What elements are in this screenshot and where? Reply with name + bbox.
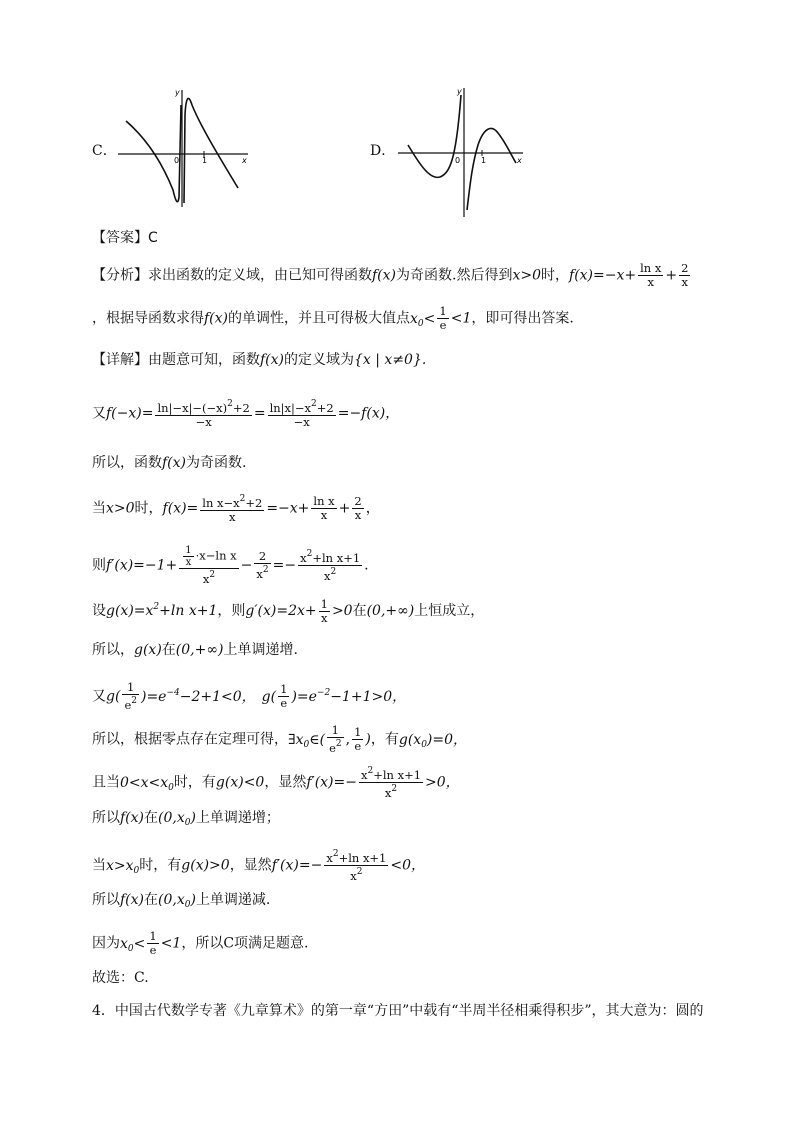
math: x>0 xyxy=(512,267,542,284)
math-fraction: $\frac{1}{e}$ xyxy=(280,682,288,710)
detail-line-10: 且当$0<x<x_0$时，有g(x)<0，显然f′(x)=− $\frac{x^2+\ln x+1}{x^2}$ >0， xyxy=(92,766,460,800)
math: (0,+∞) xyxy=(175,642,224,658)
option-c-label: C． xyxy=(92,143,117,159)
detail-text: 且当 xyxy=(92,774,120,791)
next-question: 4．中国古代数学专著《九章算术》的第一章“方田”中载有“半周半径相乘得积步”，其大意为：圆的 xyxy=(92,1003,704,1019)
math-fraction: $\frac{x^2+\ln x+1}{x^2}$ xyxy=(326,849,387,883)
detail-text: 上单调递减. xyxy=(195,892,271,908)
math-fraction: $\frac{1}{x}$ xyxy=(320,596,328,625)
detail-text: 时，有 xyxy=(139,857,182,874)
detail-line-14: 因为$x_0<$ $\frac{1}{e}$ <1，所以C项满足题意. xyxy=(92,929,309,957)
option-c-graph xyxy=(118,85,253,210)
detail-line-1 xyxy=(92,350,426,370)
detail-text: 因为 xyxy=(92,935,120,952)
d-one: 1 xyxy=(481,156,487,165)
detail-text: 时，有 xyxy=(173,774,216,791)
analysis-text: 的单调性，并且可得极大值点 xyxy=(228,310,411,327)
math: g(x)>0 xyxy=(181,857,230,874)
math: f(x) xyxy=(260,352,285,368)
math-fraction: $\frac{2}{x}$ xyxy=(681,261,689,289)
math: $x_0<$ xyxy=(120,935,146,954)
d-curve-right xyxy=(467,129,516,210)
detail-text: 在 xyxy=(144,810,159,826)
math-fraction: $\frac{\text{ln x}}{x}$ xyxy=(640,261,662,289)
detail-text: ，所以C项满足题意. xyxy=(181,935,309,952)
detail-text: 在 xyxy=(161,642,176,658)
math: g′(x)=2x+ xyxy=(245,603,317,619)
math-fraction: $\frac{2}{x}$ xyxy=(354,494,362,522)
detail-text: 为奇函数. xyxy=(186,455,247,471)
detail-text: ，有 xyxy=(370,731,399,748)
math: $(0,x_0)$ xyxy=(158,892,196,910)
detail-text: 所以， xyxy=(92,642,134,658)
math-fraction: $\frac{1}{e}$ xyxy=(354,725,362,753)
math: f(x) xyxy=(372,267,397,284)
detail-text: 当 xyxy=(92,500,106,517)
c-curve-right xyxy=(184,98,238,203)
detail-line-2: 又f(−x)= $\frac{\ln|-x|-(-x)^2+2}{-x}$ = $\frac{\ln|x|-x^2+2}{-x}$ =−f(x)， xyxy=(92,399,400,429)
d-origin: 0 xyxy=(455,156,461,165)
math-fraction: $\frac{1}{e}$ xyxy=(149,929,157,957)
d-curve-left xyxy=(408,95,461,177)
detail-text: 所以，根据零点存在定理可得， xyxy=(92,731,288,748)
analysis-line-1: 【分析】求出函数的定义域，由已知可得函数f(x)为奇函数.然后得到x>0时，f(x)=−x+ $\frac{\text{ln x}}{x}$ + $\frac{2}{x}$ xyxy=(92,261,689,289)
math: f(x)= xyxy=(162,500,199,517)
math-fraction: $\frac{\ln|x|-x^2+2}{-x}$ xyxy=(269,399,334,429)
math: g(x) xyxy=(134,642,162,658)
math: f′(x)=− xyxy=(306,774,357,791)
detail-text: 上恒成立， xyxy=(414,603,485,619)
detail-text: 设 xyxy=(92,603,106,619)
math: g( xyxy=(106,688,121,705)
math: $\exists x_0\in$( xyxy=(288,731,326,750)
detail-text: 所以 xyxy=(92,810,120,826)
math-fraction: $\frac{1}{e}$ xyxy=(439,304,447,332)
detail-line-11 xyxy=(92,808,280,833)
math-fraction: $\frac{\ln x-x^2+2}{x}$ xyxy=(202,494,263,524)
math: {x | x≠0}. xyxy=(354,352,427,368)
detail-line-9: 所以，根据零点存在定理可得，$\exists x_0\in$( $\frac{1}{e^2}$ , $\frac{1}{e}$ )，有$g(x_0)=0$， xyxy=(92,723,468,755)
analysis-text: 求出函数的定义域，由已知可得函数 xyxy=(148,267,372,284)
detail-line-8: 又g( $\frac{1}{e^2}$ )$=e^{-4}-2+1<0$， g( $\frac{1}{e}$ )$=e^{-2}-1+1>0$， xyxy=(92,680,407,712)
analysis-line-2: ，根据导函数求得f(x)的单调性，并且可得极大值点$x_0<$ $\frac{1}{e}$ <1，即可得出答案. xyxy=(92,304,574,332)
detail-line-7 xyxy=(92,640,298,660)
analysis-text: ，根据导函数求得 xyxy=(92,310,204,327)
math: f(x)=−x+ xyxy=(569,267,637,284)
detail-text: 的定义域为 xyxy=(284,352,355,368)
math-fraction: $\frac{\ln|-x|-(-x)^2+2}{-x}$ xyxy=(157,399,250,429)
math: f(x) xyxy=(120,810,145,826)
detail-text: ，显然 xyxy=(229,857,272,874)
detail-text: 所以，函数 xyxy=(92,455,162,471)
math: f(x) xyxy=(162,455,187,471)
analysis-text: 时， xyxy=(541,267,570,284)
detail-line-15: 故选：C. xyxy=(92,970,149,986)
answer-line xyxy=(92,228,158,248)
math-fraction: $\frac{1}{e^2}$ xyxy=(329,723,342,755)
c-curve-left xyxy=(126,105,181,202)
answer-tag: 【答案】 xyxy=(92,230,148,246)
detail-text: 在 xyxy=(144,892,159,908)
d-axis-x: x xyxy=(517,156,522,165)
c-one: 1 xyxy=(202,156,208,165)
analysis-tag: 【分析】 xyxy=(92,267,148,284)
detail-text: 所以 xyxy=(92,892,120,908)
detail-line-6: 设$g(x)=x^2+\ln$ x+1，则g′(x)=2x+ $\frac{1}{x}$ >0在(0,+∞)上恒成立， xyxy=(92,596,485,625)
d-axis-y: y xyxy=(457,87,462,96)
math: x>0 xyxy=(106,500,135,517)
detail-text: ，则 xyxy=(217,603,246,619)
math: f(x) xyxy=(204,310,229,327)
analysis-text: ，即可得出答案. xyxy=(471,310,574,327)
math: $0<x<x_0$ xyxy=(120,774,174,793)
option-d-graph xyxy=(398,85,528,220)
math: f(x) xyxy=(120,892,145,908)
math: $g(x)=x^2+\ln$ x+1 xyxy=(106,602,218,619)
c-axis-x: x xyxy=(242,156,247,165)
math: $(0,x_0)$ xyxy=(158,810,196,828)
c-axis-y: y xyxy=(175,88,180,97)
detail-line-5: 则f′(x)=−1+ $\frac{1}{x}$ ·x−ln x $x^2$ − $\frac{2}{x^2}$ =− $\frac{x^2+\ln x+1}{x^2}$ . xyxy=(92,545,369,586)
math: f′(x)=−1+ xyxy=(106,557,178,574)
detail-text: 当 xyxy=(92,857,106,874)
detail-line-12: 当$x>x_0$时，有g(x)>0，显然f′(x)=− $\frac{x^2+\ln x+1}{x^2}$ <0， xyxy=(92,849,426,883)
detail-text: 时， xyxy=(134,500,163,517)
detail-tag: 【详解】 xyxy=(92,352,148,368)
math-fraction: $\frac{1}{x}$ ·x−ln x $x^2$ xyxy=(179,545,238,586)
math: f′(x)=− xyxy=(271,857,323,874)
analysis-text: 为奇函数.然后得到 xyxy=(396,267,513,284)
detail-text: 上单调递增. xyxy=(223,642,298,658)
math: $x>x_0$ xyxy=(106,857,140,876)
detail-text: ，显然 xyxy=(264,774,307,791)
math-fraction: $\frac{2}{x^2}$ xyxy=(256,549,269,581)
detail-text: 又 xyxy=(92,688,106,705)
math: $x_0<$ xyxy=(410,310,436,329)
detail-text: 则 xyxy=(92,557,106,574)
option-d-label: D． xyxy=(370,143,396,159)
math-fraction: $\frac{1}{e^2}$ xyxy=(124,680,137,712)
detail-text: 由题意可知，函数 xyxy=(148,352,260,368)
detail-line-3 xyxy=(92,453,246,473)
math-fraction: $\frac{\text{ln x}}{x}$ xyxy=(313,494,335,522)
detail-line-4: 当x>0时，f(x)= $\frac{\ln x-x^2+2}{x}$ =−x+ $\frac{\text{ln x}}{x}$ + $\frac{2}{x}$ ， xyxy=(92,494,380,524)
math: $g(x_0)=0$， xyxy=(398,731,468,750)
c-origin: 0 xyxy=(174,156,180,165)
detail-text: 又 xyxy=(92,405,106,422)
math: (0,+∞) xyxy=(366,603,415,619)
math-fraction: $\frac{x^2+\ln x+1}{x^2}$ xyxy=(300,549,361,583)
detail-text: 上单调递增； xyxy=(195,810,280,826)
math-fraction: $\frac{x^2+\ln x+1}{x^2}$ xyxy=(360,766,422,800)
math: f(−x)= xyxy=(106,405,154,422)
math: g(x)<0 xyxy=(215,774,265,791)
detail-text: 在 xyxy=(352,603,367,619)
answer-value: C xyxy=(148,230,158,246)
detail-line-13 xyxy=(92,890,270,915)
